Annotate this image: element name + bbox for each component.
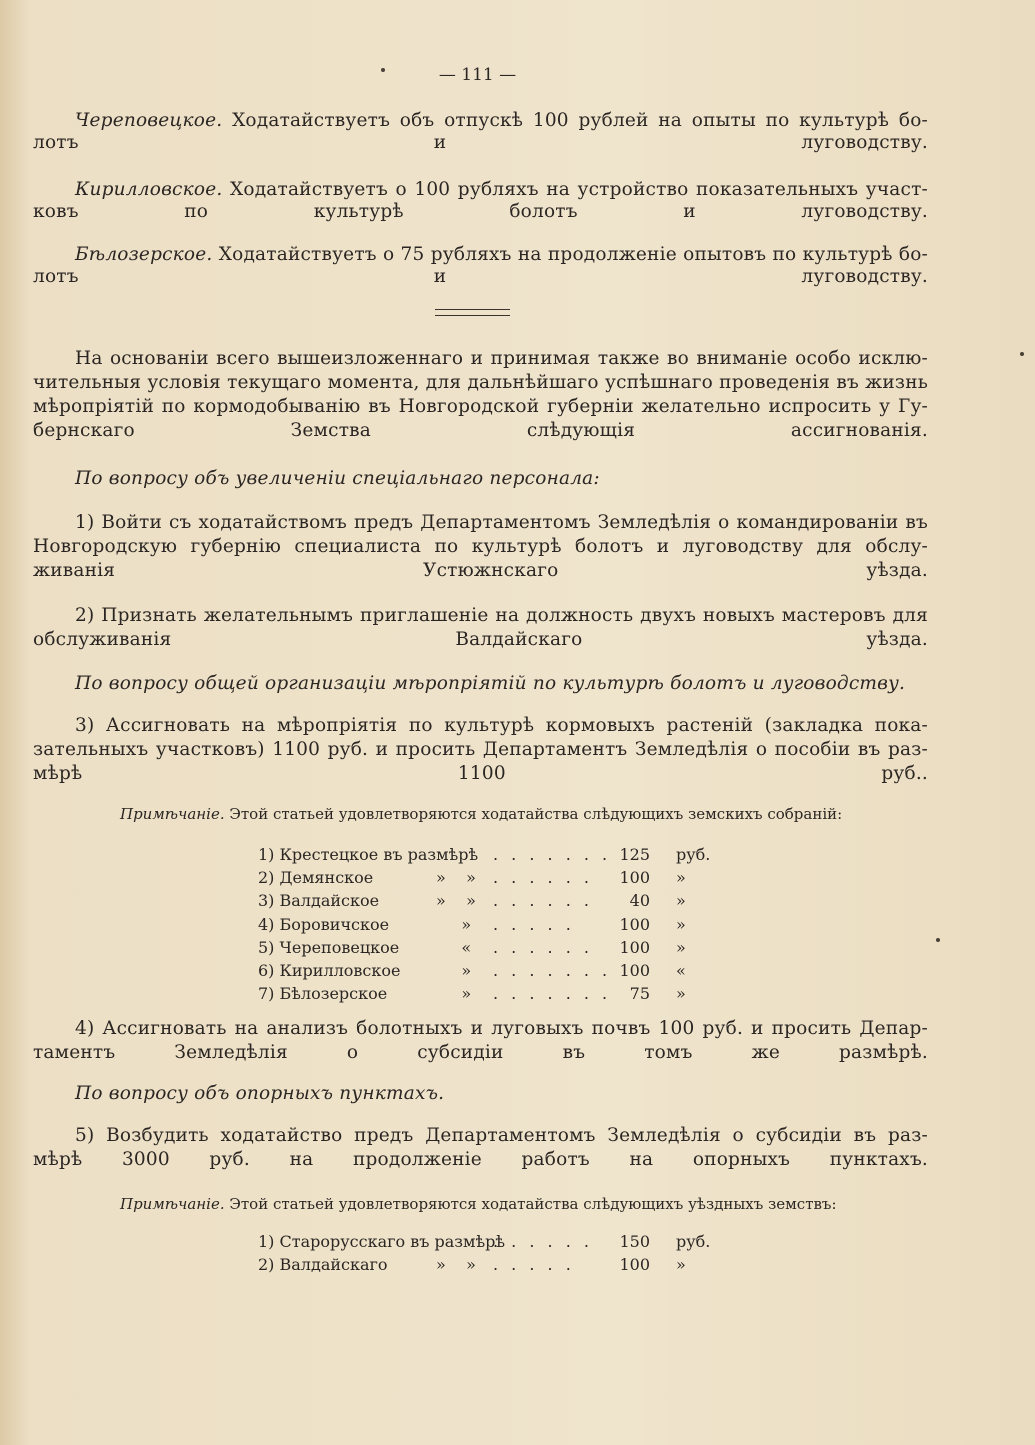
list-item: 1) Крестецкое въ размѣрѣ . . . . . . . 125 руб. xyxy=(258,845,711,864)
district-text: Ходатайствуетъ о 75 рубляхъ на продолженіе опытовъ по культурѣ бо- лотъ и луговодству. xyxy=(33,244,928,287)
ink-speck xyxy=(381,68,385,72)
item-3: 3) Ассигновать на мѣропріятія по культурѣ кормовыхъ растеній (закладка пока- зательныхъ участковъ) 1100 руб. и просить Департаментъ Земледѣлія о пособіи въ раз- мѣрѣ 1100 руб.. xyxy=(33,715,928,784)
district-name: Бѣлозерское. xyxy=(75,244,213,265)
intro-paragraph: На основаніи всего вышеизложеннаго и принимая также во вниманіе особо исклю- чительныя условія текущаго момента, для дальнѣйшаго успѣшнаго проведенія въ жизнь мѣропріятій по кормодобыванію въ Новгородской губерніи желательно испросить у Гу- бернскаго Земства слѣдующія ассигнованія. xyxy=(33,348,928,441)
list-item: 4) Боровичское » . . . . . 100 » xyxy=(258,914,686,934)
paragraph-cherepovetskoe xyxy=(33,110,928,154)
note-1 xyxy=(120,805,900,823)
district-name: Кирилловское. xyxy=(75,179,223,200)
ink-speck xyxy=(936,938,940,942)
paragraph-kirillovskoe xyxy=(33,179,928,223)
list-item: 6) Кирилловское » . . . . . . . 100 « xyxy=(258,960,686,980)
note-label: Примѣчаніе. xyxy=(120,805,225,823)
list-item: 3) Валдайское » » . . . . . . 40 » xyxy=(258,891,686,911)
note-1-list xyxy=(258,843,718,1005)
section-divider xyxy=(435,309,510,316)
heading-personnel: По вопросу объ увеличеніи спеціальнаго персонала: xyxy=(75,468,600,489)
paragraph-line xyxy=(33,244,928,288)
note-label: Примѣчаніе. xyxy=(120,1195,225,1213)
item-5: 5) Возбудить ходатайство предъ Департаментомъ Земледѣлія о субсидіи въ раз- мѣрѣ 3000 руб. на продолженіе работъ на опорныхъ пунктахъ. xyxy=(33,1125,928,1170)
district-text: Ходатайствуетъ объ отпускѣ 100 рублей на опыты по культурѣ бо- лотъ и луговодству. xyxy=(33,110,928,153)
paragraph-line xyxy=(33,110,928,154)
item-1: 1) Войти съ ходатайствомъ предъ Департаментомъ Земледѣлія о командированіи въ Новгородскую губернію специалиста по культурѣ болотъ и луговодству для обслу- живанія Устюжнскаго уѣзда. xyxy=(33,512,928,581)
list-item: 7) Бѣлозерское » . . . . . . . 75 » xyxy=(258,984,686,1004)
note-text: Этой статьей удовлетворяются ходатайства слѣдующихъ земскихъ собраній: xyxy=(229,805,843,823)
district-text: Ходатайствуетъ о 100 рубляхъ на устройство показательныхъ участ- ковъ по культурѣ болотъ и луговодству. xyxy=(33,179,928,222)
note-text: Этой статьей удовлетворяются ходатайства слѣдующихъ уѣздныхъ земствъ: xyxy=(229,1195,837,1213)
item-4: 4) Ассигновать на анализъ болотныхъ и луговыхъ почвъ 100 руб. и просить Депар- таментъ Земледѣлія о субсидіи въ томъ же размѣрѣ. xyxy=(33,1018,928,1063)
list-item: 2) Валдайскаго » » . . . . . 100 » xyxy=(258,1255,686,1275)
ink-speck xyxy=(1020,352,1024,356)
list-item: 5) Череповецкое « . . . . . . 100 » xyxy=(258,937,686,957)
item-2: 2) Признать желательнымъ приглашеніе на должность двухъ новыхъ мастеровъ для обслуживанія Валдайскаго уѣзда. xyxy=(33,605,928,650)
page-number: — 111 — xyxy=(438,65,517,85)
list-item: 2) Демянское » » . . . . . . 100 » xyxy=(258,868,686,888)
note-2 xyxy=(120,1195,900,1213)
note-2-list xyxy=(258,1230,718,1276)
heading-organization: По вопросу общей организаціи мѣропріятій по культурѣ болотъ и луговодству. xyxy=(75,673,906,694)
district-name: Череповецкое. xyxy=(75,110,223,131)
heading-support-points: По вопросу объ опорныхъ пунктахъ. xyxy=(75,1083,445,1104)
list-item: 1) Старорусскаго въ размѣрѣ . . . . . . 150 руб. xyxy=(258,1232,711,1251)
paragraph-belozerskoe xyxy=(33,244,928,288)
paragraph-line xyxy=(33,179,928,223)
